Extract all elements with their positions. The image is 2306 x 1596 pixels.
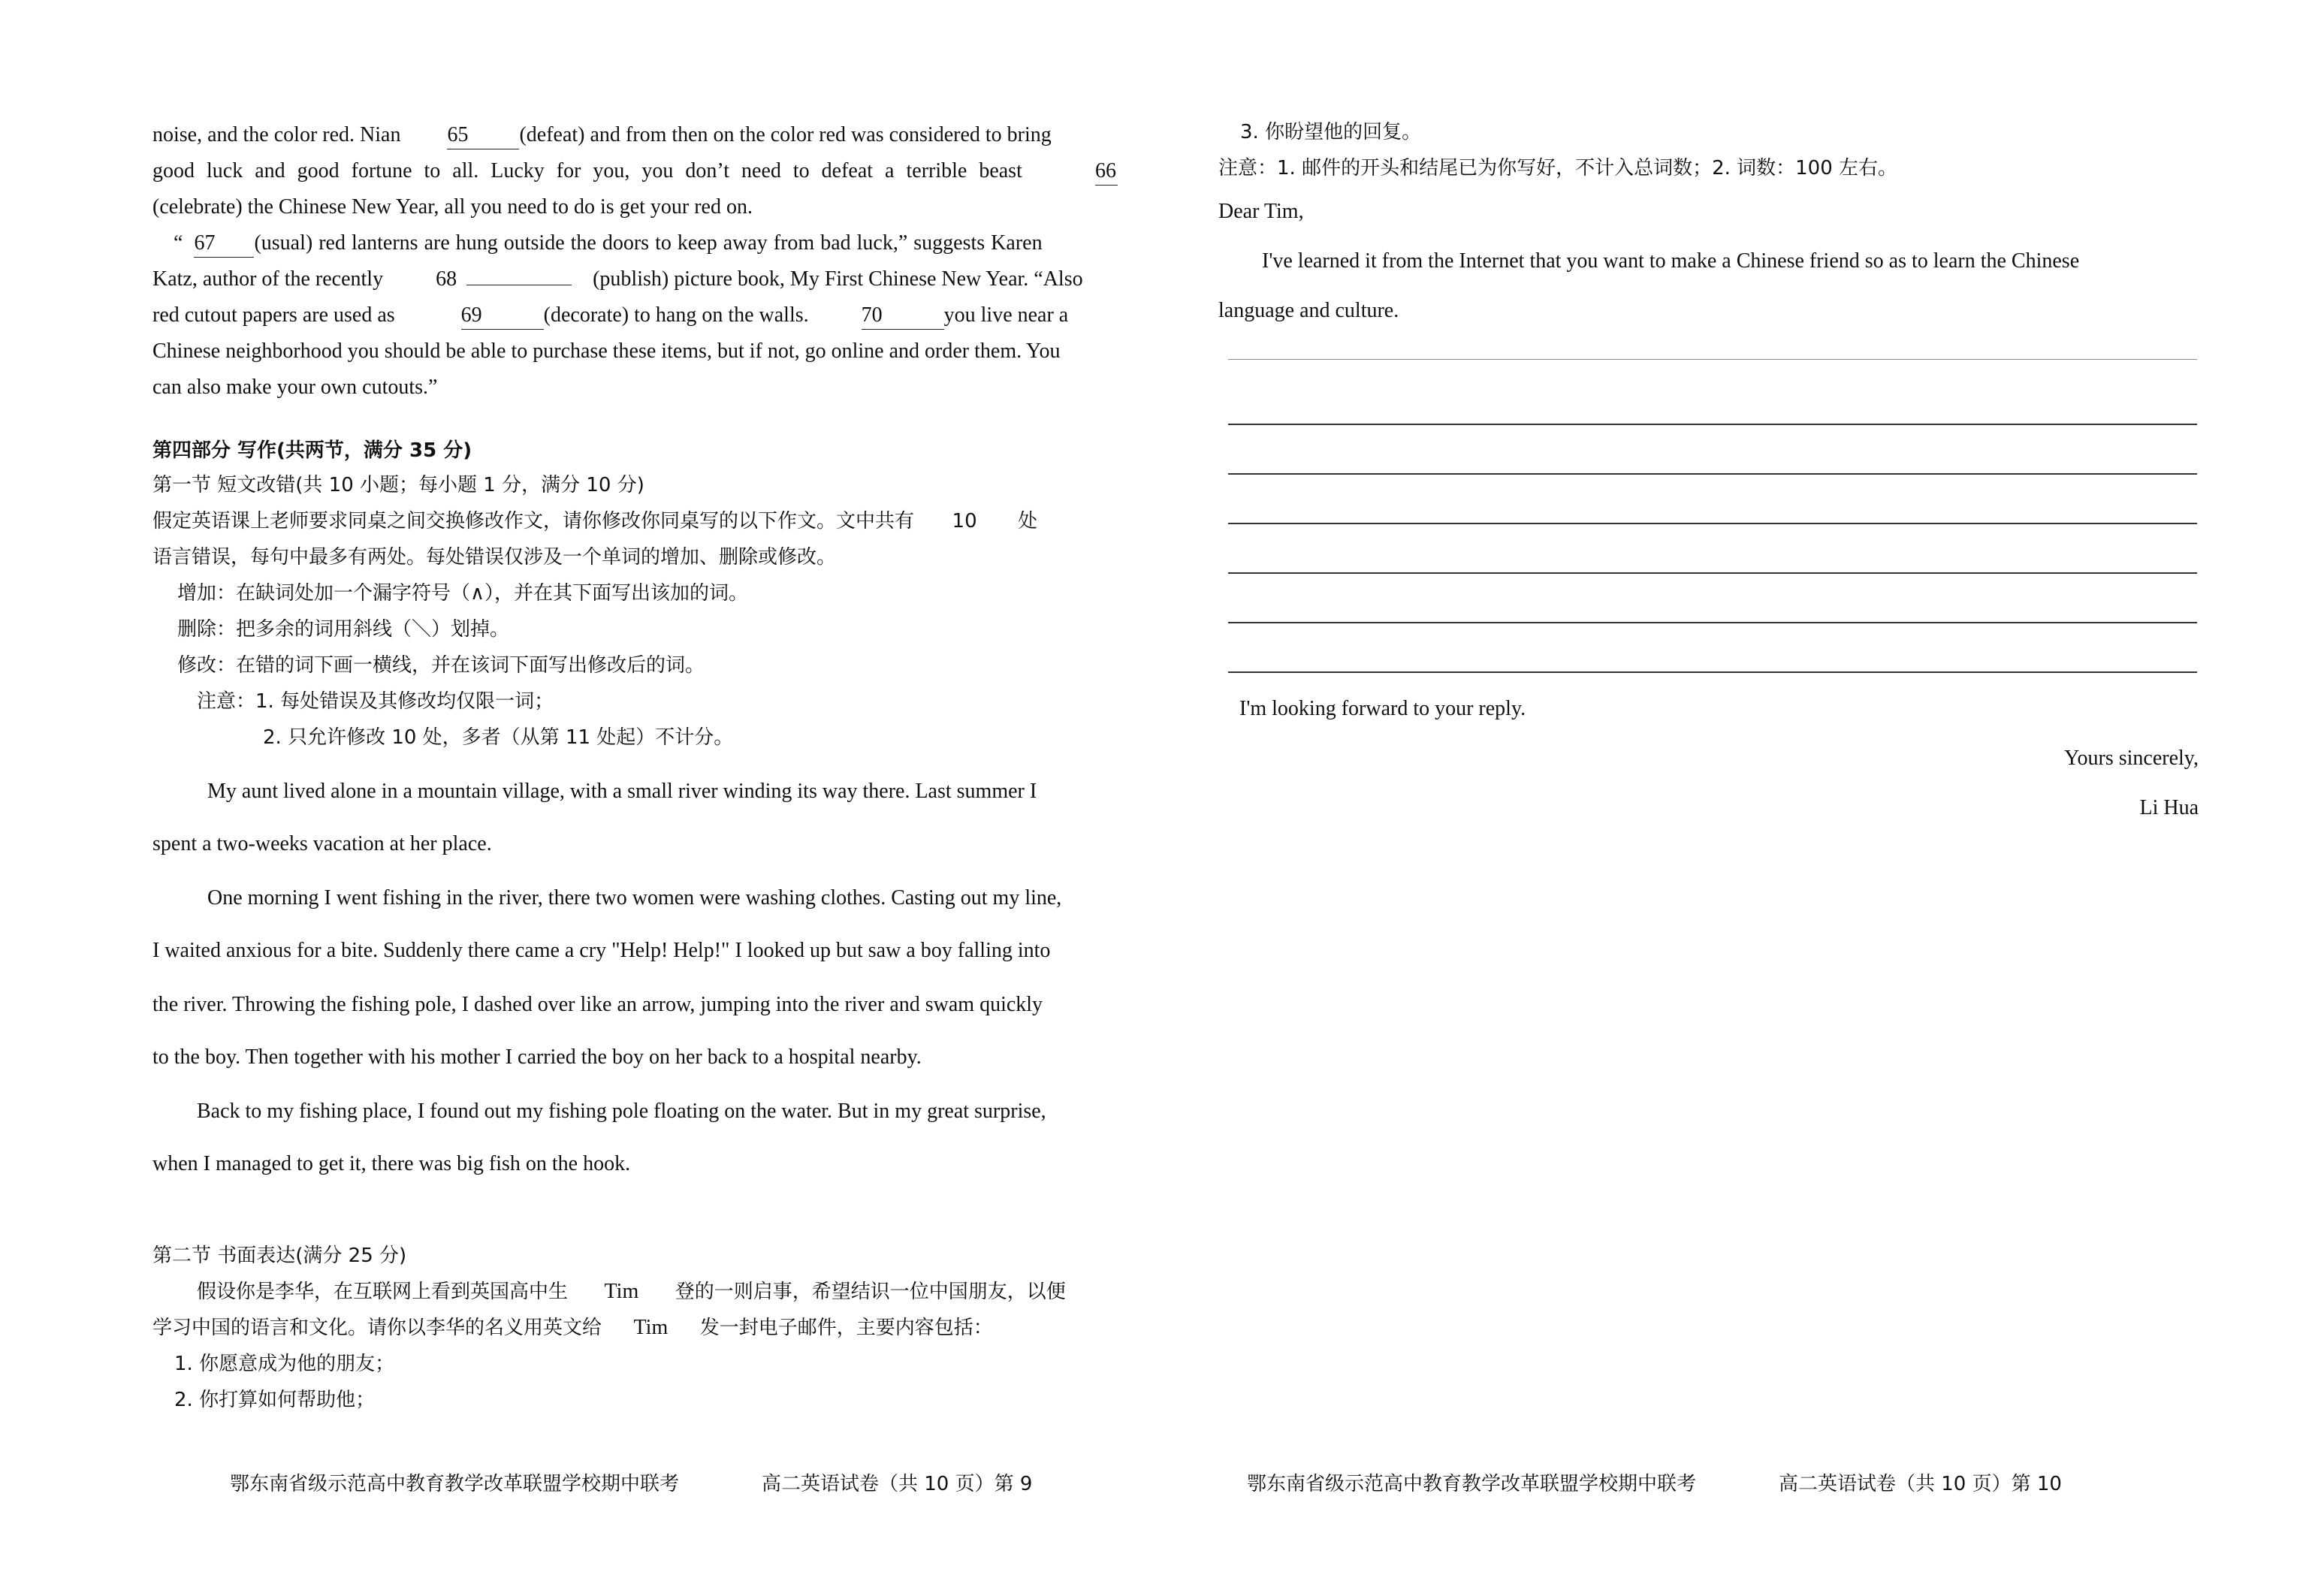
essay-line-8: when I managed to get it, there was big fish on the hook. [152, 1152, 631, 1175]
writing-line-4[interactable] [1228, 523, 2197, 524]
writing-line-3[interactable] [1228, 473, 2197, 475]
essay-line-2: spent a two-weeks vacation at her place. [152, 832, 492, 855]
right-page [1153, 0, 2306, 1596]
letter-line-2: language and culture. [1218, 299, 1399, 322]
cloze-line-4: “ 67 (usual) red lanterns are hung outside the doors to keep away from bad luck,” suggests Karen [152, 230, 1118, 258]
note-2: 2. 只允许修改 10 处，多者（从第 11 处起）不计分。 [263, 726, 734, 749]
blank-69[interactable]: 69 [461, 302, 544, 330]
footer-school-right: 鄂东南省级示范高中教育教学改革联盟学校期中联考 [1247, 1473, 1697, 1495]
footer-page-right: 高二英语试卷（共 10 页）第 10 [1779, 1473, 2062, 1495]
instruction-modify: 修改：在错的词下画一横线，并在该词下面写出修改后的词。 [177, 654, 705, 677]
cloze-line-5: Katz, author of the recently 68 (publish) picture book, My First Chinese New Year. “Also [152, 267, 1083, 291]
instruction-line-2: 语言错误，每句中最多有两处。每处错误仅涉及一个单词的增加、删除或修改。 [152, 546, 837, 569]
instruction-line-1: 假定英语课上老师要求同桌之间交换修改作文，请你修改你同桌写的以下作文。文中共有 10 处 [152, 510, 1038, 533]
writing-line-5[interactable] [1228, 572, 2197, 574]
cloze-line-8: can also make your own cutouts.” [152, 376, 438, 399]
blank-70[interactable]: 70 [862, 302, 944, 330]
instruction-add: 增加：在缺词处加一个漏字符号（∧），并在其下面写出该加的词。 [177, 582, 749, 605]
section1-title: 第一节 短文改错(共 10 小题；每小题 1 分，满分 10 分) [152, 474, 644, 496]
task-point-3: 3. 你盼望他的回复。 [1240, 121, 1422, 143]
task-line-1: 假设你是李华，在互联网上看到英国高中生 Tim 登的一则启事，希望结识一位中国朋友，以便 [197, 1280, 1066, 1303]
blank-65[interactable]: 65 [447, 122, 519, 149]
footer-school-left: 鄂东南省级示范高中教育教学改革联盟学校期中联考 [230, 1473, 680, 1495]
part4-title: 第四部分 写作(共两节，满分 35 分) [152, 439, 472, 462]
letter-signoff: Yours sincerely, [2064, 747, 2199, 770]
footer-page-left: 高二英语试卷（共 10 页）第 9 [762, 1473, 1033, 1495]
essay-line-3: One morning I went fishing in the river, there two women were washing clothes. Casting out my line, [207, 886, 1062, 910]
task-line-2: 学习中国的语言和文化。请你以李华的名义用英文给 Tim 发一封电子邮件，主要内容包括： [152, 1316, 993, 1339]
cloze-line-7: Chinese neighborhood you should be able to purchase these items, but if not, go online and order them. You [152, 339, 1061, 363]
cloze-line-6: red cutout papers are used as 69 (decorate) to hang on the walls. 70 you live near a [152, 302, 1068, 330]
cloze-line-1: noise, and the color red. Nian 65 (defeat) and from then on the color red was considered to bring [152, 122, 1052, 149]
writing-line-6[interactable] [1228, 622, 2197, 623]
writing-line-7[interactable] [1228, 671, 2197, 673]
letter-greeting: Dear Tim, [1218, 200, 1304, 223]
cloze-line-3: (celebrate) the Chinese New Year, all you need to do is get your red on. [152, 195, 753, 219]
task-point-2: 2. 你打算如何帮助他； [174, 1389, 376, 1411]
essay-line-6: to the boy. Then together with his mother I carried the boy on her back to a hospital nearby. [152, 1045, 922, 1069]
section2-title: 第二节 书面表达(满分 25 分) [152, 1245, 407, 1267]
essay-line-5: the river. Throwing the fishing pole, I dashed over like an arrow, jumping into the river and swam quickly [152, 993, 1043, 1016]
letter-name: Li Hua [2139, 796, 2199, 819]
essay-line-4: I waited anxious for a bite. Suddenly there came a cry "Help! Help!" I looked up but saw a boy falling into [152, 939, 1051, 962]
writing-line-2[interactable] [1228, 424, 2197, 425]
blank-66[interactable]: 66 [1095, 158, 1118, 186]
writing-line-1[interactable] [1228, 359, 2197, 360]
letter-line-1: I've learned it from the Internet that you want to make a Chinese friend so as to learn the Chinese [1262, 249, 2080, 273]
letter-closing: I'm looking forward to your reply. [1239, 697, 1526, 720]
cloze-line-2: good luck and good fortune to all. Lucky for you, you don’t need to defeat a terrible beast 66 [152, 158, 1118, 186]
blank-67[interactable]: 67 [194, 230, 254, 258]
essay-line-1: My aunt lived alone in a mountain village, with a small river winding its way there. Last summer I [207, 780, 1037, 803]
instruction-delete: 删除：把多余的词用斜线（＼）划掉。 [177, 618, 510, 641]
essay-line-7: Back to my fishing place, I found out my fishing pole floating on the water. But in my great surprise, [197, 1100, 1046, 1123]
task-point-1: 1. 你愿意成为他的朋友； [174, 1353, 395, 1375]
note-1: 注意：1. 每处错误及其修改均仅限一词； [197, 690, 554, 713]
word-count-note: 注意：1. 邮件的开头和结尾已为你写好，不计入总词数；2. 词数：100 左右。 [1218, 157, 1898, 180]
